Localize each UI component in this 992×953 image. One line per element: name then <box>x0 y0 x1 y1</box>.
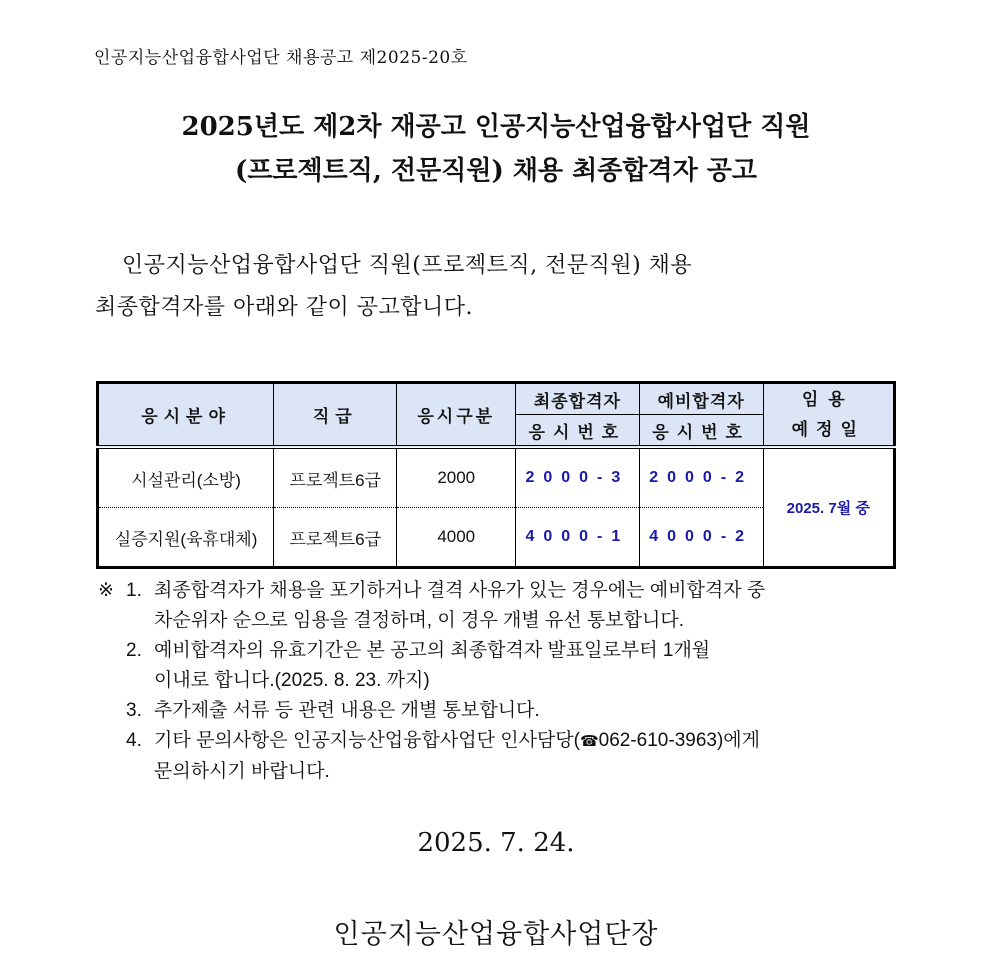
note-text-line2: 차순위자 순으로 임용을 결정하며, 이 경우 개별 유선 통보합니다. <box>154 610 684 631</box>
cell-category: 4000 <box>397 508 516 568</box>
reference-mark-icon: ※ <box>98 580 114 601</box>
note-text-pre: 기타 문의사항은 인공지능산업융합사업단 인사담당( <box>154 730 580 751</box>
header-grade: 직급 <box>274 383 397 448</box>
cell-reserve-number: 4000-2 <box>639 508 763 568</box>
note-item-3 <box>98 696 908 726</box>
phone-number: 062-610-3963 <box>598 730 717 751</box>
cell-field: 실증지원(육휴대체) <box>98 508 274 568</box>
note-item-2 <box>98 636 908 696</box>
phone-icon: ☎ <box>579 733 599 750</box>
cell-field: 시설관리(소방) <box>98 447 274 508</box>
header-appointment <box>763 383 894 448</box>
cell-grade: 프로젝트6급 <box>274 508 397 568</box>
note-number: 3. <box>126 700 142 721</box>
notes-section <box>98 576 908 787</box>
header-category: 응시구분 <box>397 383 516 448</box>
signer-name: 인공지능산업융합사업단장 <box>333 919 659 950</box>
note-item-1 <box>98 576 908 636</box>
intro-line2: 최종합격자를 아래와 같이 공고합니다. <box>95 295 474 320</box>
page-title-line2: (프로젝트직, 전문직원) 채용 최종합격자 공고 <box>235 156 757 186</box>
header-appointment-line2: 예정일 <box>791 419 865 439</box>
note-number: 1. <box>126 580 142 601</box>
cell-category: 2000 <box>397 447 516 508</box>
note-text-line1: 추가제출 서류 등 관련 내용은 개별 통보합니다. <box>154 700 540 721</box>
cell-final-number: 4000-1 <box>515 508 639 568</box>
table-row <box>98 447 895 508</box>
note-number: 2. <box>126 640 142 661</box>
note-text-line1: 예비합격자의 유효기간은 본 공고의 최종합격자 발표일로부터 1개월 <box>154 640 711 661</box>
header-appointment-line1: 임용 <box>801 389 855 409</box>
header-reserve-group: 예비합격자 <box>639 383 763 415</box>
note-number: 4. <box>126 730 142 751</box>
note-text-line1 <box>154 726 908 757</box>
note-item-4 <box>98 726 908 787</box>
note-text-line2: 문의하시기 바랍니다. <box>154 761 330 782</box>
cell-grade: 프로젝트6급 <box>274 447 397 508</box>
note-text-line2: 이내로 합니다.(2025. 8. 23. 까지) <box>154 670 430 691</box>
results-table <box>96 381 896 569</box>
page-title-line1: 2025년도 제2차 재공고 인공지능산업융합사업단 직원 <box>181 112 811 142</box>
intro-line1: 인공지능산업융합사업단 직원(프로젝트직, 전문직원) 채용 <box>122 253 693 278</box>
announcement-number: 인공지능산업융합사업단 채용공고 제2025-20호 <box>94 48 468 68</box>
header-final-number: 응시번호 <box>515 415 639 448</box>
note-text-post: )에게 <box>716 730 761 751</box>
cell-reserve-number: 2000-2 <box>639 447 763 508</box>
cell-appointment-date: 2025. 7월 중 <box>763 447 894 568</box>
header-reserve-number: 응시번호 <box>639 415 763 448</box>
header-field: 응시분야 <box>98 383 274 448</box>
note-text-line1: 최종합격자가 채용을 포기하거나 결격 사유가 있는 경우에는 예비합격자 중 <box>154 580 766 601</box>
header-final-group: 최종합격자 <box>515 383 639 415</box>
announcement-date: 2025. 7. 24. <box>417 828 575 858</box>
cell-final-number: 2000-3 <box>515 447 639 508</box>
